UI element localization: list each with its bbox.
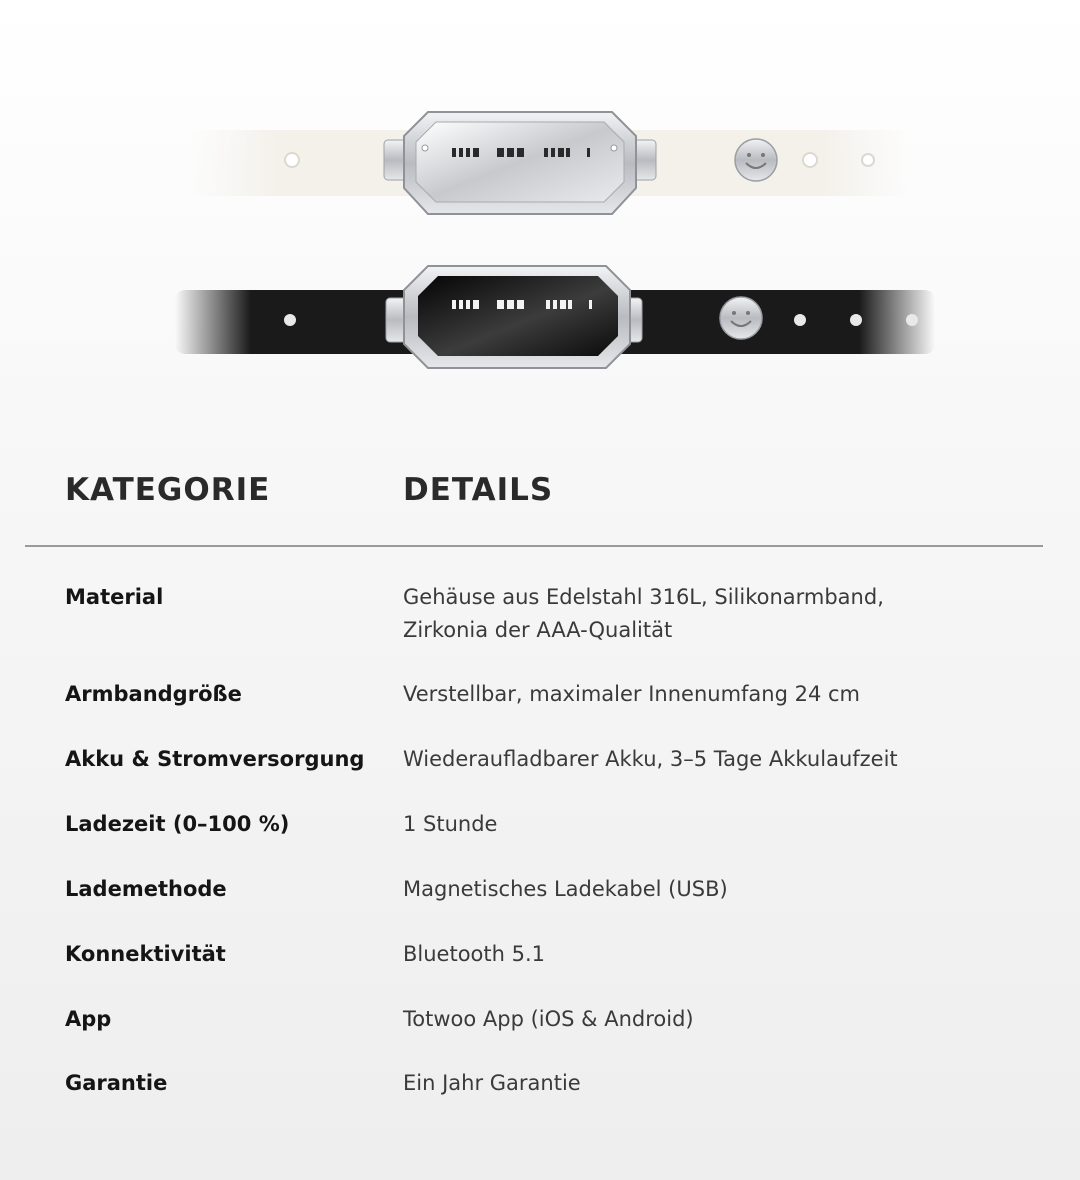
spec-category: Akku & Stromversorgung	[65, 747, 365, 771]
spec-details: Ein Jahr Garantie	[403, 1071, 581, 1095]
smiley-charm-icon	[720, 297, 762, 339]
category-column-header: KATEGORIE	[65, 472, 271, 508]
details-column-header: DETAILS	[403, 472, 554, 508]
spec-category: Material	[65, 585, 164, 609]
white-bracelet	[190, 112, 910, 214]
spec-category: Lademethode	[65, 877, 227, 901]
header-divider	[25, 545, 1043, 547]
black-bracelet	[175, 266, 935, 368]
spec-category: Armbandgröße	[65, 682, 242, 706]
smiley-charm-icon	[735, 139, 777, 181]
spec-details: Verstellbar, maximaler Innenumfang 24 cm	[403, 682, 860, 706]
spec-details: Wiederaufladbarer Akku, 3–5 Tage Akkulaufzeit	[403, 747, 898, 771]
product-image	[0, 0, 1080, 410]
spec-category: Konnektivität	[65, 942, 226, 966]
spec-details: 1 Stunde	[403, 812, 498, 836]
spec-details: Bluetooth 5.1	[403, 942, 546, 966]
spec-details: Magnetisches Ladekabel (USB)	[403, 877, 728, 901]
spec-category: Ladezeit (0–100 %)	[65, 812, 290, 836]
table-header	[0, 472, 1080, 522]
spec-category: Garantie	[65, 1071, 168, 1095]
spec-details: Gehäuse aus Edelstahl 316L, Silikonarmband, Zirkonia der AAA-Qualität	[403, 585, 884, 642]
spec-category: App	[65, 1007, 112, 1031]
spec-details: Totwoo App (iOS & Android)	[403, 1007, 694, 1031]
